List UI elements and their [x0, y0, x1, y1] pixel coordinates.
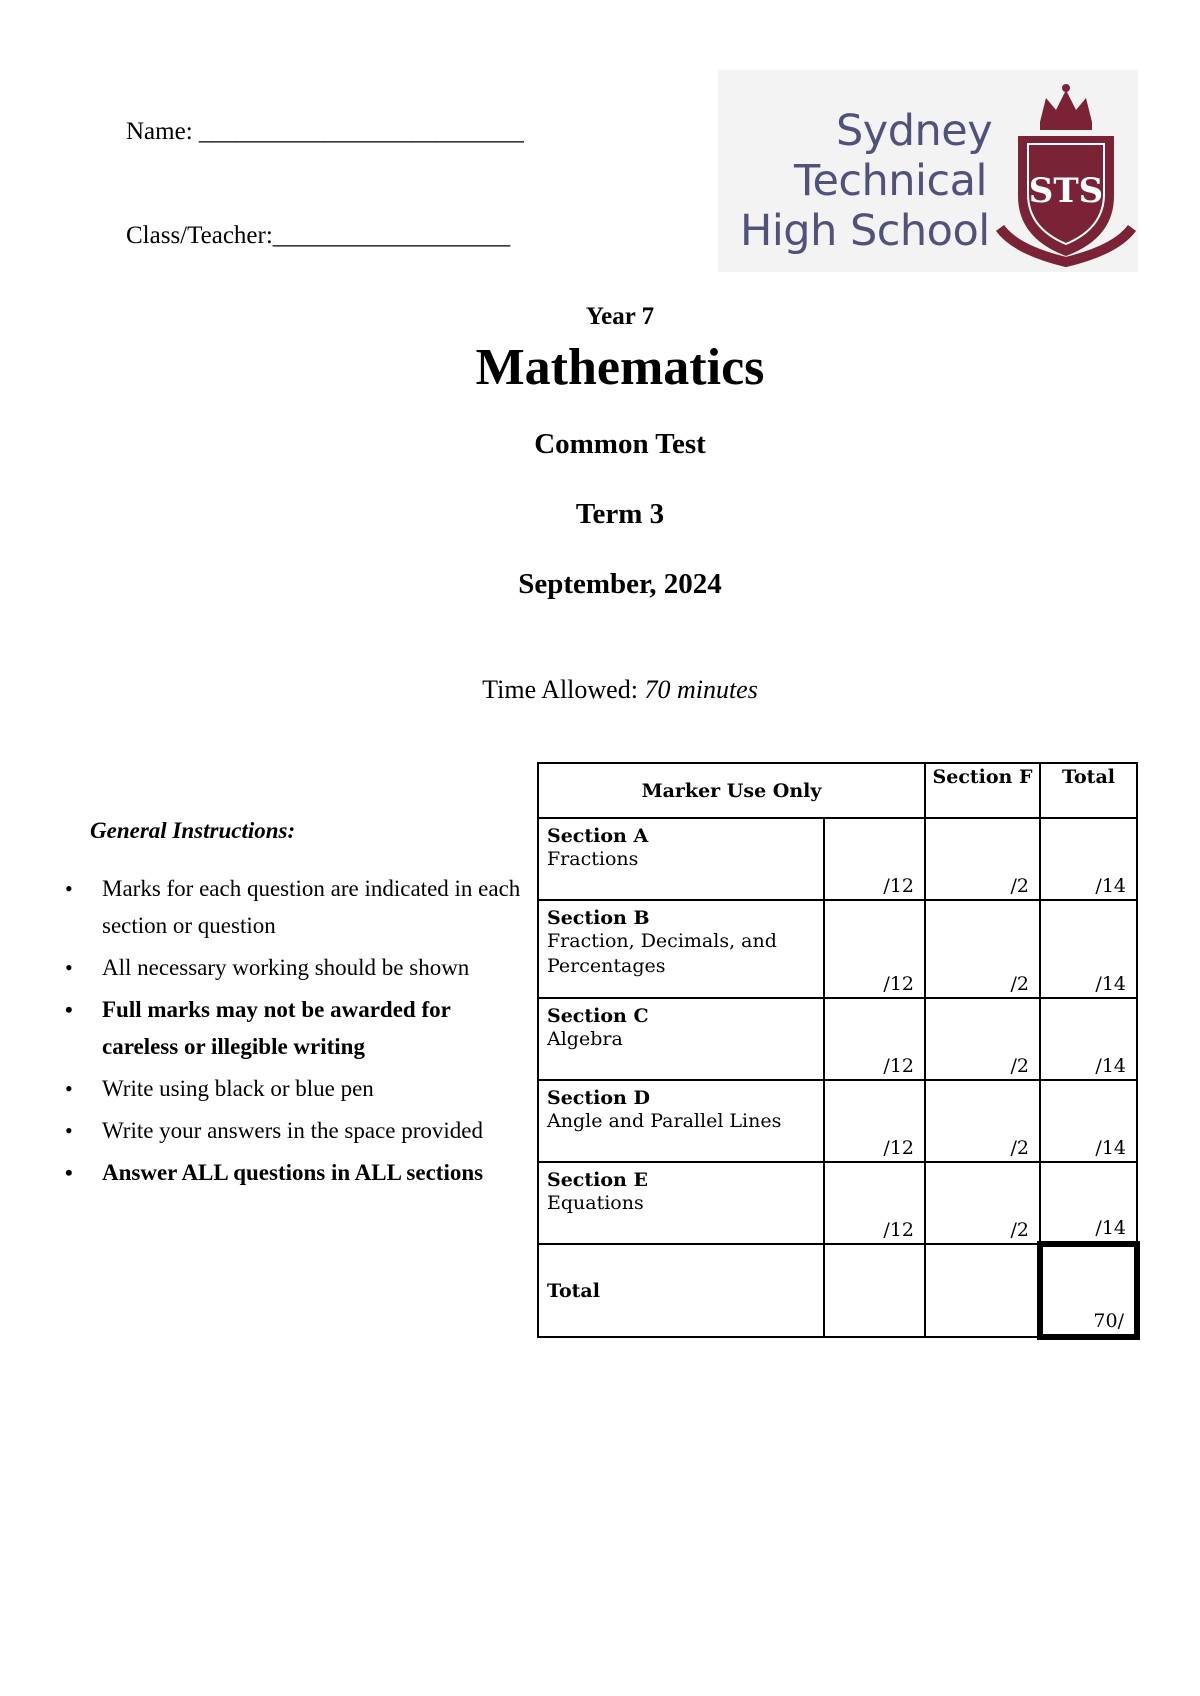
section-cell: [538, 900, 824, 998]
year-level: Year 7: [585, 303, 655, 330]
marker-table: [537, 762, 1140, 1340]
table-row: [538, 998, 1137, 1080]
section-f-mark[interactable]: /2: [925, 900, 1040, 998]
row-total-mark[interactable]: /14: [1040, 1162, 1137, 1244]
section-topic: Fractions: [547, 848, 639, 870]
section-cell: [538, 1080, 824, 1162]
section-mark[interactable]: /12: [824, 1080, 925, 1162]
section-mark[interactable]: /12: [824, 900, 925, 998]
section-mark[interactable]: /12: [824, 818, 925, 900]
instruction-item: • Answer ALL questions in ALL sections: [62, 1154, 532, 1191]
term-label: Term 3: [575, 498, 665, 530]
logo-line-3: High School: [740, 206, 990, 256]
table-row: [538, 900, 1137, 998]
header-marker-use: Marker Use Only: [538, 763, 925, 818]
section-mark[interactable]: /12: [824, 998, 925, 1080]
test-date: September, 2024: [518, 568, 722, 600]
header-total: Total: [1040, 763, 1137, 818]
instructions-heading: General Instructions:: [90, 818, 296, 843]
time-allowed: [0, 675, 1200, 705]
section-topic: Equations: [547, 1192, 644, 1214]
section-title: Section E: [547, 1169, 648, 1191]
total-label: Total: [547, 1279, 600, 1302]
section-cell: [538, 1162, 824, 1244]
row-total-mark[interactable]: /14: [1040, 900, 1137, 998]
section-topic: Fraction, Decimals, and Percentages: [547, 930, 777, 977]
instruction-item: • All necessary working should be shown: [62, 949, 532, 986]
section-title: Section D: [547, 1087, 650, 1109]
header-section-f: Section F: [925, 763, 1040, 818]
section-title: Section A: [547, 825, 649, 847]
instruction-item: • Marks for each question are indicated in each section or question: [62, 870, 532, 944]
section-cell: [538, 998, 824, 1080]
logo-line-1: Sydney: [836, 106, 993, 156]
row-total-mark[interactable]: /14: [1040, 818, 1137, 900]
table-header-row: [538, 763, 1137, 818]
test-name: Common Test: [534, 428, 706, 460]
section-f-mark[interactable]: /2: [925, 818, 1040, 900]
section-topic: Angle and Parallel Lines: [547, 1110, 782, 1132]
school-logo: [718, 70, 1138, 272]
school-crest-icon: [996, 78, 1136, 268]
subject-title: Mathematics: [475, 339, 765, 396]
instruction-item: • Write your answers in the space provided: [62, 1112, 532, 1149]
row-total-mark[interactable]: /14: [1040, 998, 1137, 1080]
grand-total[interactable]: 70/: [1040, 1244, 1137, 1337]
total-row: [538, 1244, 1137, 1337]
section-title: Section B: [547, 907, 650, 929]
class-teacher-field[interactable]: Class/Teacher:___________________: [126, 222, 511, 249]
section-f-mark[interactable]: /2: [925, 998, 1040, 1080]
instruction-item: • Write using black or blue pen: [62, 1070, 532, 1107]
total-label-cell: [538, 1244, 824, 1337]
section-f-mark[interactable]: /2: [925, 1080, 1040, 1162]
total-section-f-mark[interactable]: [925, 1244, 1040, 1337]
total-section-mark[interactable]: [824, 1244, 925, 1337]
svg-text:STS: STS: [1028, 171, 1104, 211]
time-allowed-value: 70 minutes: [644, 675, 758, 704]
time-allowed-label: Time Allowed:: [482, 675, 638, 704]
logo-line-2: Technical: [794, 156, 987, 206]
instruction-item: • Full marks may not be awarded for careless or illegible writing: [62, 991, 532, 1065]
name-field[interactable]: Name: __________________________: [126, 118, 524, 145]
section-title: Section C: [547, 1005, 649, 1027]
section-mark[interactable]: /12: [824, 1162, 925, 1244]
section-f-mark[interactable]: /2: [925, 1162, 1040, 1244]
row-total-mark[interactable]: /14: [1040, 1080, 1137, 1162]
section-topic: Algebra: [547, 1028, 623, 1050]
table-row: [538, 818, 1137, 900]
table-row: [538, 1080, 1137, 1162]
instructions-list: [62, 870, 532, 1196]
section-cell: [538, 818, 824, 900]
table-row: [538, 1162, 1137, 1244]
